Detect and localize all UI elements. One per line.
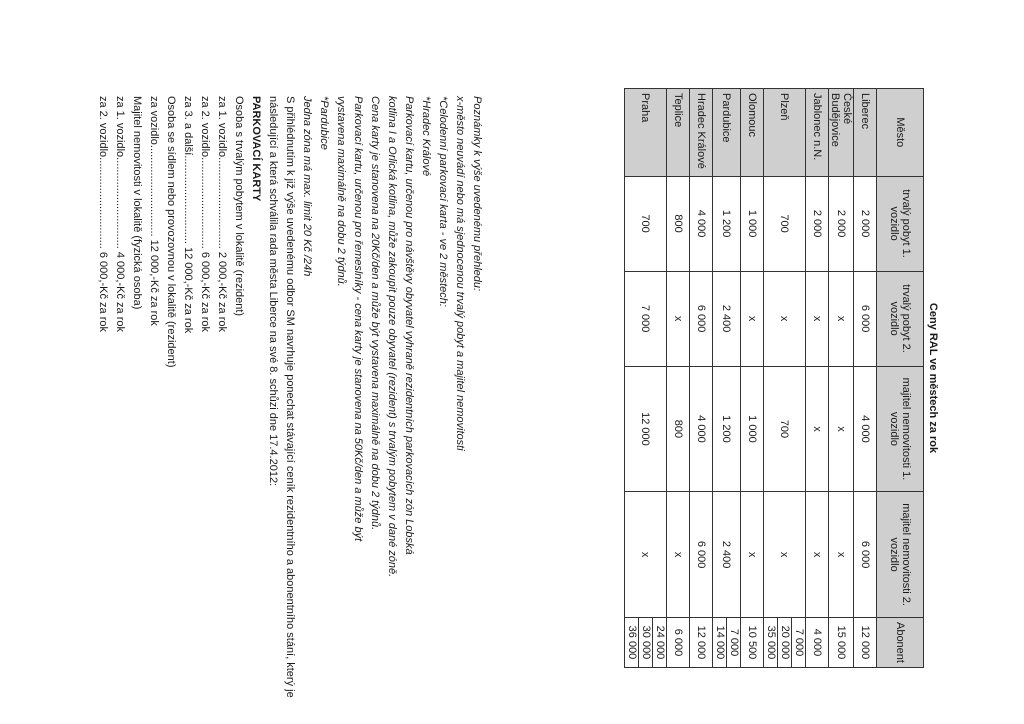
abonent-value: 12 000 (859, 625, 872, 660)
city-cell: Plzeň (764, 89, 806, 177)
owner-1-cell: 12 000 (625, 366, 667, 492)
city-cell: Pardubice (713, 89, 741, 177)
table-title: Ceny RAL ve městech za rok (924, 89, 943, 668)
abonent-value: 35 000 (765, 625, 777, 660)
resident-2-cell: x (764, 271, 806, 366)
table-row (854, 89, 877, 668)
owner-1-cell: 4 000 (854, 366, 877, 492)
owner-2-cell: 6 000 (854, 492, 877, 618)
owner-2-cell: x (667, 492, 690, 618)
header-owner-2: majitel nemovitosti 2. vozidlo (877, 492, 924, 618)
owner-1-cell: 700 (764, 366, 806, 492)
owner-1-cell: 1 000 (741, 366, 764, 492)
abonent-cell (829, 617, 854, 667)
header-abonent: Abonent (877, 617, 924, 667)
table-row (764, 89, 806, 668)
table-row (829, 89, 854, 668)
price-table (624, 88, 942, 668)
resident-1-cell: 800 (667, 176, 690, 271)
note-pa-title: *Pardubice (318, 96, 330, 150)
resident-2-cell: x (829, 271, 854, 366)
table-row (713, 89, 741, 668)
city-cell: Olomouc (741, 89, 764, 177)
note-hk-text-2: kotlina I a Orlická kotlina, může zakoupit pouze obyvatel (rezident) s trvalým pobytem v dané zóně. (386, 96, 398, 578)
abonent-value: 7 000 (726, 618, 740, 667)
owner-2-cell: x (829, 492, 854, 618)
city-cell: Hradec Králové (690, 89, 713, 177)
abonent-cell (806, 617, 829, 667)
abonent-cell (854, 617, 877, 667)
abonent-value: 30 000 (638, 618, 652, 667)
resident-1-cell: 2 000 (829, 176, 854, 271)
city-cell: Praha (625, 89, 667, 177)
table-header-row (877, 89, 924, 668)
table-row (667, 89, 690, 668)
abonent-value: 6 000 (672, 628, 685, 657)
resident-1-cell: 2 000 (806, 176, 829, 271)
city-cell: Liberec (854, 89, 877, 177)
table-row (625, 89, 667, 668)
resident-2-cell: x (741, 271, 764, 366)
resident-1-cell: 2 000 (854, 176, 877, 271)
note-celodenni: *Celodenní parkovací karta - ve 2 městech: (437, 96, 449, 307)
abonent-cell (741, 617, 764, 667)
abonent-cell (690, 617, 713, 667)
owner-2-cell: x (625, 492, 667, 618)
owner-1-cell: x (829, 366, 854, 492)
cards-heading: PARKOVACÍ KARTY (250, 96, 262, 202)
abonent-value: 36 000 (626, 625, 638, 660)
resident-1-cell: 700 (625, 176, 667, 271)
owner-title: Majitel nemovitosti v lokalitě (fyzická osoba) (131, 96, 143, 310)
abonent-cell (667, 617, 690, 667)
header-owner-1: majitel nemovitosti 1. vozidlo (877, 366, 924, 492)
table-row (741, 89, 764, 668)
abonent-value: 24 000 (652, 618, 666, 667)
note-pa-text: Jedna zóna má max. limit 20 Kč /24h (301, 96, 313, 277)
owner-price-1: za 1. vozidlo.............................. 4 000,-Kč za rok (114, 96, 126, 332)
abonent-value: 20 000 (777, 618, 791, 667)
resident-2-cell: 7 000 (625, 271, 667, 366)
notes-heading: Poznámky k výše uvedenému přehledu: (471, 96, 483, 292)
notes-section (93, 96, 484, 706)
resident-2-cell: 6 000 (690, 271, 713, 366)
abonent-value: 15 000 (835, 625, 848, 660)
resident-2-cell: x (667, 271, 690, 366)
note-hk-text-4: Parkovací kartu, určenou pro řemeslníky - cena karty je stanovena na 50Kč/den a může být (352, 96, 364, 542)
note-hk-text-5: vystavena maximálně na dobu 2 týdnů. (335, 96, 347, 287)
city-cell: Jablonec n.N. (806, 89, 829, 177)
city-cell: České Budějovice (829, 89, 854, 177)
summary-line-1: S přihlédnutím k již výše uvedenému odbor SM navrhuje ponechat stávající ceník rezidentního a abonentního stání, který je (284, 96, 296, 698)
owner-price-2: za 2. vozidlo.............................. 6 000,-Kč za rok (97, 96, 109, 332)
summary-line-2: následující a která schválila rada města Liberce na své 8. schůzi dne 17.4.2012: (267, 96, 279, 487)
note-hk-title: *Hradec Králové (420, 96, 432, 177)
abonent-value: 14 000 (714, 625, 726, 660)
owner-2-cell: 6 000 (690, 492, 713, 618)
owner-1-cell: 4 000 (690, 366, 713, 492)
owner-1-cell: x (806, 366, 829, 492)
owner-1-cell: 800 (667, 366, 690, 492)
resident-2-cell: 6 000 (854, 271, 877, 366)
abonent-cell (764, 617, 806, 667)
abonent-value: 4 000 (811, 628, 824, 657)
abonent-value: 12 000 (695, 625, 708, 660)
owner-2-cell: x (741, 492, 764, 618)
city-cell: Teplice (667, 89, 690, 177)
table-row (690, 89, 713, 668)
owner-2-cell: x (806, 492, 829, 618)
note-hk-text-3: Cena karty je stanovena na 20Kč/den a může být vystavena maximálně na dobu 2 týdnů. (369, 96, 381, 531)
seat-price-1: za vozidlo.............................. 12 000,-Kč za rok (148, 96, 160, 326)
header-resident-1: trvalý pobyt 1. vozidlo (877, 176, 924, 271)
owner-2-cell: 2 400 (713, 492, 741, 618)
resident-1-cell: 700 (764, 176, 806, 271)
resident-2-cell: x (806, 271, 829, 366)
owner-2-cell: x (764, 492, 806, 618)
abonent-value: 7 000 (791, 618, 805, 667)
resident-1-cell: 1 200 (713, 176, 741, 271)
resident-1-cell: 4 000 (690, 176, 713, 271)
resident-title: Osoba s trvalým pobytem v lokalitě (rezident) (233, 96, 245, 317)
abonent-value: 10 500 (746, 625, 759, 660)
header-resident-2: trvalý pobyt 2. vozidlo (877, 271, 924, 366)
resident-price-2: za 2. vozidlo.............................. 6 000,-Kč za rok (199, 96, 211, 332)
owner-1-cell: 1 200 (713, 366, 741, 492)
resident-2-cell: 2 400 (713, 271, 741, 366)
note-x: x-město neuvádí nebo má sjednocenou trvalý pobyt a majitel nemovitosti (454, 96, 466, 451)
seat-title: Osoba se sídlem nebo provozovnou v lokalitě (rezident) (165, 96, 177, 368)
resident-price-3: za 3. a další............................. 12 000,-Kč za rok (182, 96, 194, 334)
table-body (625, 89, 877, 668)
abonent-cell (713, 617, 741, 667)
resident-1-cell: 1 000 (741, 176, 764, 271)
table-row (806, 89, 829, 668)
header-city: Město (877, 89, 924, 177)
abonent-cell (625, 617, 667, 667)
note-hk-text-1: Parkovací kartu, určenou pro návštěvy obyvatel vyhraně rezidentních parkovacích zón Lobská (403, 96, 415, 555)
resident-price-1: za 1. vozidlo.............................. 2 000,-Kč za rok (216, 96, 228, 332)
